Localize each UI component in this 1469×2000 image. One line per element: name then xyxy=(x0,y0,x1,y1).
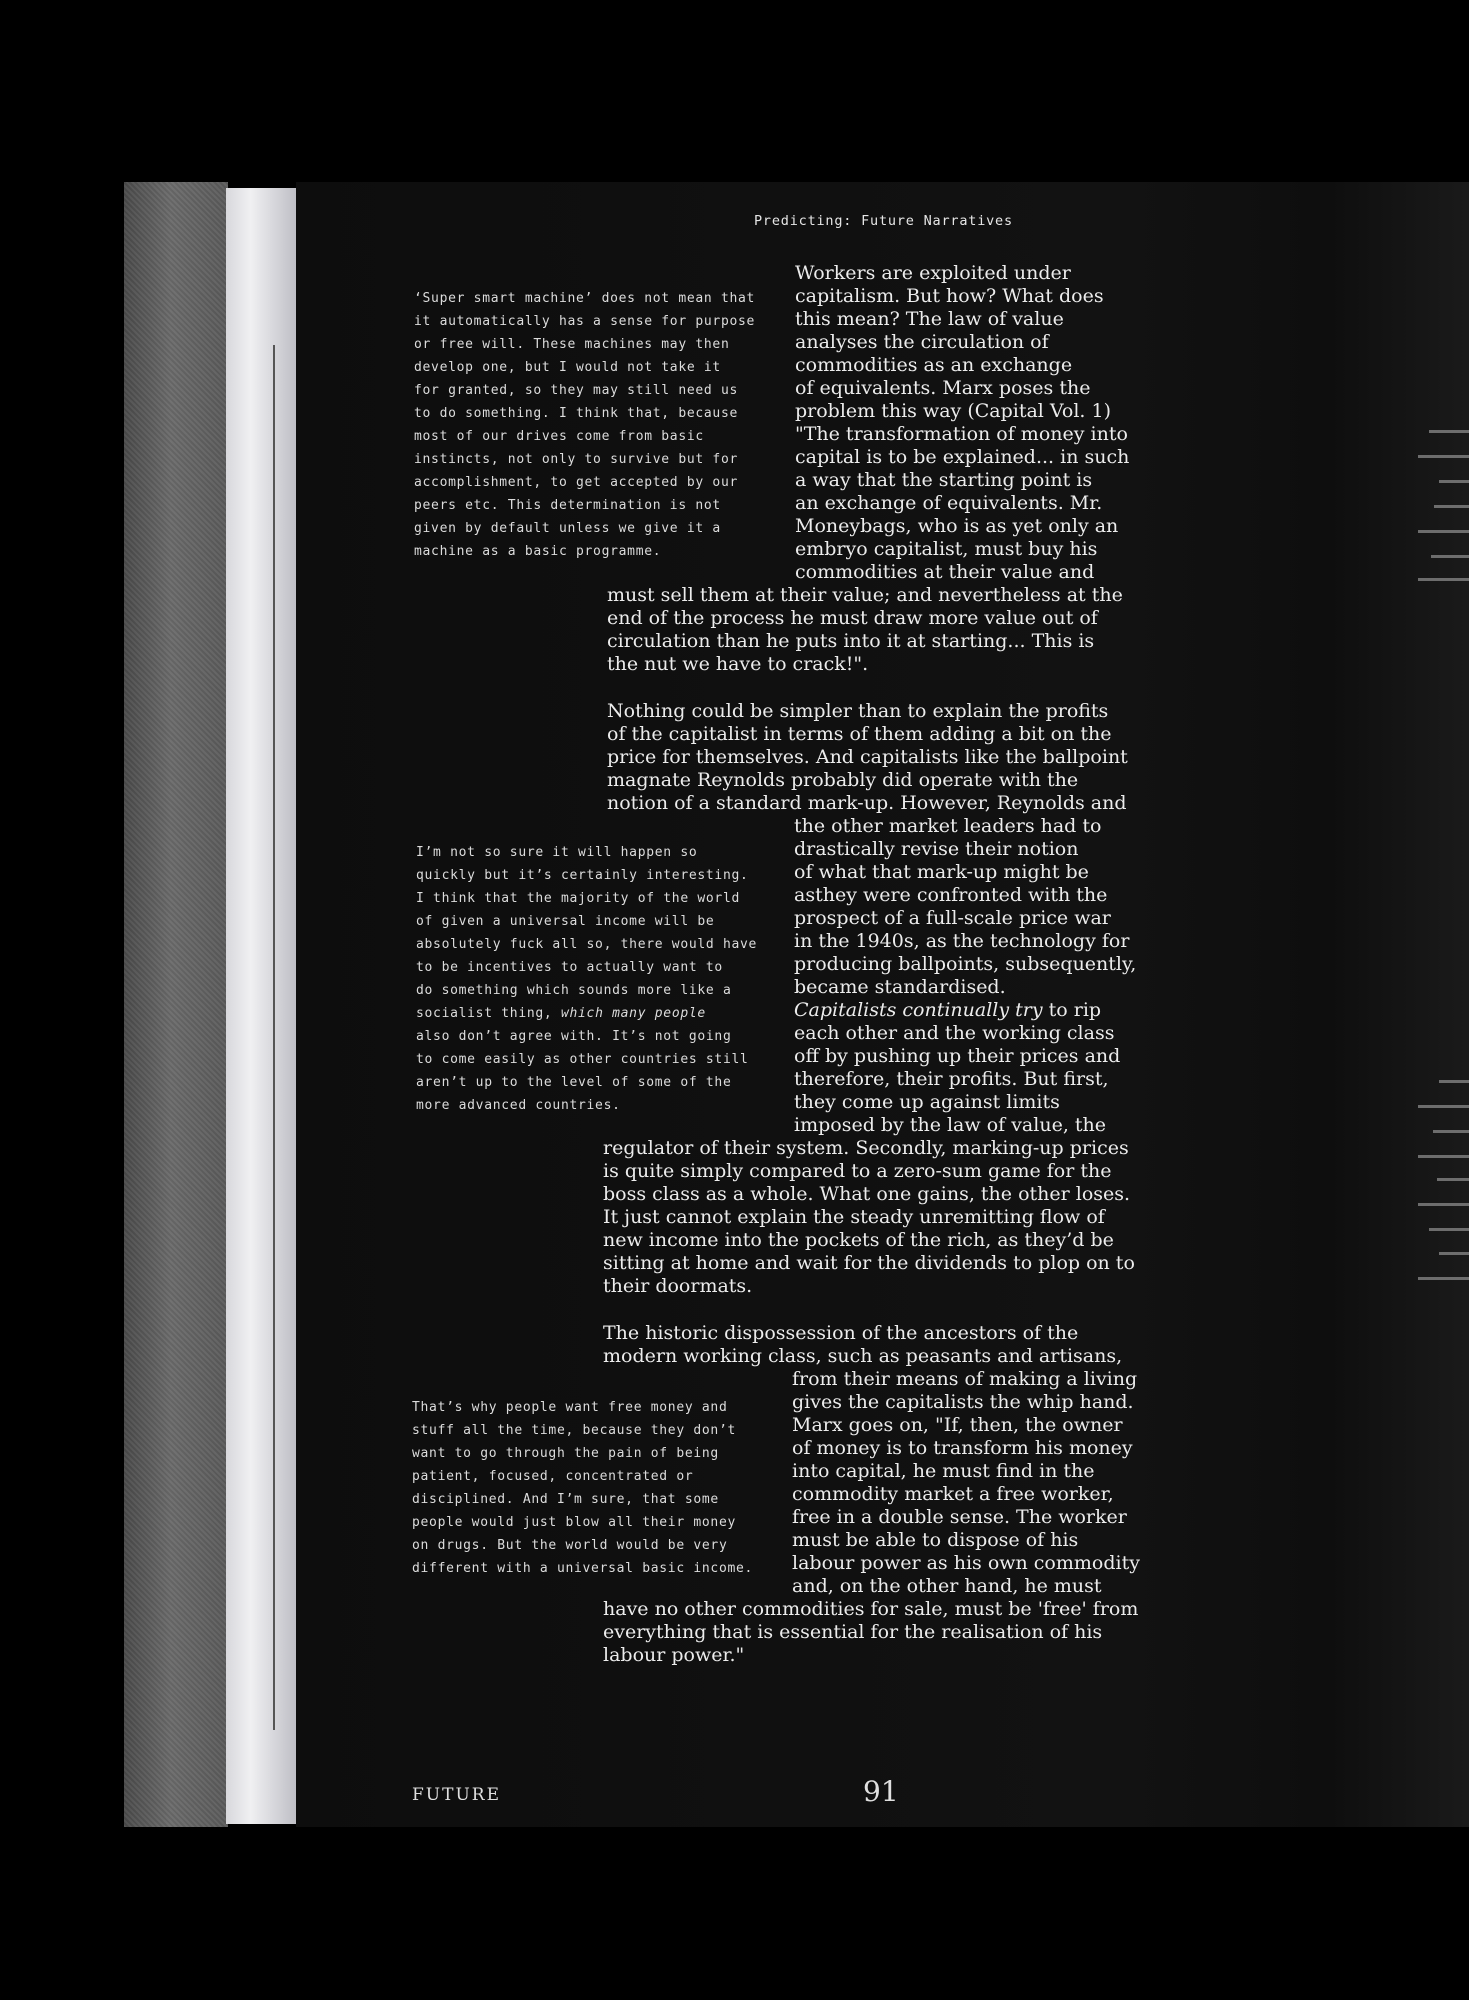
main-text-line: Marx goes on, "If, then, the owner xyxy=(792,1414,1123,1436)
main-text-line: an exchange of equivalents. Mr. xyxy=(795,492,1103,514)
main-text-line: It just cannot explain the steady unremitting flow of xyxy=(603,1206,1105,1228)
main-text-line: price for themselves. And capitalists like the ballpoint xyxy=(607,746,1128,768)
page-stack-edge xyxy=(226,188,296,1824)
main-text-line: must be able to dispose of his xyxy=(792,1529,1079,1551)
side-note-line: people would just blow all their money xyxy=(412,1515,737,1530)
side-note-line: most of our drives come from basic xyxy=(414,429,704,444)
side-note-line: patient, focused, concentrated or xyxy=(412,1469,694,1484)
next-page-bleed xyxy=(1439,480,1469,483)
main-text-line: Capitalists continually try to rip xyxy=(794,999,1102,1021)
main-text-line: of the capitalist in terms of them adding a bit on the xyxy=(607,723,1112,745)
main-text-block3-full-after xyxy=(603,1598,1138,1667)
side-note-line: different with a universal basic income. xyxy=(412,1561,754,1576)
side-note-line: peers etc. This determination is not xyxy=(414,498,721,513)
main-text-line: sitting at home and wait for the dividends to plop on to xyxy=(603,1252,1135,1274)
side-note-line: accomplishment, to get accepted by our xyxy=(414,475,739,490)
main-text-line: drastically revise their notion xyxy=(794,838,1079,860)
main-text-line: and, on the other hand, he must xyxy=(792,1575,1102,1597)
main-text-line: "The transformation of money into xyxy=(795,423,1128,445)
main-text-line: producing ballpoints, subsequently, xyxy=(794,953,1137,975)
main-text-line: capital is to be explained... in such xyxy=(795,446,1130,468)
main-text-line: problem this way (Capital Vol. 1) xyxy=(795,400,1111,422)
main-text-line: off by pushing up their prices and xyxy=(794,1045,1121,1067)
main-text-line: this mean? The law of value xyxy=(795,308,1064,330)
side-note-line: socialist thing, which many people xyxy=(416,1006,706,1021)
main-text-line: labour power." xyxy=(603,1644,745,1666)
side-note-line: also don’t agree with. It’s not going xyxy=(416,1029,732,1044)
main-text-block2-indented xyxy=(794,815,1136,1137)
next-page-bleed xyxy=(1431,555,1469,558)
side-note-line: machine as a basic programme. xyxy=(414,544,662,559)
running-header: Predicting: Future Narratives xyxy=(754,213,1013,229)
section-label: FUTURE xyxy=(412,1785,501,1805)
main-text-line: modern working class, such as peasants and artisans, xyxy=(603,1345,1123,1367)
next-page-bleed xyxy=(1437,1178,1469,1181)
fold-line xyxy=(273,345,275,1730)
main-text-line: from their means of making a living xyxy=(792,1368,1138,1390)
next-page-bleed xyxy=(1429,430,1469,433)
main-text-block2-full-after xyxy=(603,1137,1135,1298)
main-text-line: Nothing could be simpler than to explain the profits xyxy=(607,700,1109,722)
side-note-line: ‘Super smart machine’ does not mean that xyxy=(414,291,756,306)
next-page-bleed xyxy=(1418,1203,1469,1206)
page-number: 91 xyxy=(863,1775,899,1808)
main-text-block3-indented xyxy=(792,1368,1140,1598)
main-text-line: The historic dispossession of the ancestors of the xyxy=(603,1322,1079,1344)
main-text-line: commodities as an exchange xyxy=(795,354,1073,376)
side-note-1 xyxy=(414,287,755,563)
next-page-bleed xyxy=(1439,1252,1469,1255)
next-page-bleed xyxy=(1429,1228,1469,1231)
next-page-bleed xyxy=(1439,1080,1469,1083)
side-note-line: disciplined. And I’m sure, that some xyxy=(412,1492,719,1507)
main-text-line: end of the process he must draw more value out of xyxy=(607,607,1098,629)
main-text-line: they come up against limits xyxy=(794,1091,1060,1113)
main-text-block2-full xyxy=(607,700,1128,815)
main-text-line: Workers are exploited under xyxy=(795,262,1071,284)
next-page-bleed xyxy=(1433,1130,1469,1133)
side-note-line: given by default unless we give it a xyxy=(414,521,721,536)
main-text-line: capitalism. But how? What does xyxy=(795,285,1104,307)
main-text-line: analyses the circulation of xyxy=(795,331,1049,353)
side-note-line: want to go through the pain of being xyxy=(412,1446,719,1461)
side-note-line: for granted, so they may still need us xyxy=(414,383,739,398)
main-text-line: their doormats. xyxy=(603,1275,753,1297)
side-note-2 xyxy=(416,841,757,1117)
side-note-line: quickly but it’s certainly interesting. xyxy=(416,868,749,883)
main-text-line: into capital, he must find in the xyxy=(792,1460,1095,1482)
main-text-line: of money is to transform his money xyxy=(792,1437,1133,1459)
side-note-3 xyxy=(412,1396,753,1580)
next-page-bleed xyxy=(1418,530,1469,533)
main-text-line: circulation than he puts into it at starting... This is xyxy=(607,630,1095,652)
side-note-line: it automatically has a sense for purpose xyxy=(414,314,756,329)
main-text-line: of equivalents. Marx poses the xyxy=(795,377,1091,399)
main-text-line: new income into the pockets of the rich, as they’d be xyxy=(603,1229,1114,1251)
main-text-block1-indented xyxy=(795,262,1129,584)
side-note-line: more advanced countries. xyxy=(416,1098,621,1113)
main-text-line: is quite simply compared to a zero-sum game for the xyxy=(603,1160,1112,1182)
main-text-line: each other and the working class xyxy=(794,1022,1115,1044)
side-note-line: develop one, but I would not take it xyxy=(414,360,721,375)
italic-emphasis: Capitalists continually try xyxy=(794,999,1043,1021)
main-text-line: have no other commodities for sale, must be 'free' from xyxy=(603,1598,1139,1620)
italic-emphasis: which many people xyxy=(560,1006,706,1021)
main-text-line: of what that mark-up might be xyxy=(794,861,1089,883)
main-text-line: magnate Reynolds probably did operate with the xyxy=(607,769,1079,791)
main-text-line: therefore, their profits. But first, xyxy=(794,1068,1109,1090)
main-text-block3-full xyxy=(603,1322,1122,1368)
side-note-line: aren’t up to the level of some of the xyxy=(416,1075,732,1090)
main-text-line: free in a double sense. The worker xyxy=(792,1506,1127,1528)
main-text-line: asthey were confronted with the xyxy=(794,884,1108,906)
main-text-line: commodity market a free worker, xyxy=(792,1483,1114,1505)
side-note-line: instincts, not only to survive but for xyxy=(414,452,739,467)
next-page-bleed xyxy=(1434,505,1469,508)
main-text-line: prospect of a full-scale price war xyxy=(794,907,1111,929)
main-text-line: the nut we have to crack!". xyxy=(607,653,869,675)
main-text-line: boss class as a whole. What one gains, the other loses. xyxy=(603,1183,1131,1205)
next-page-bleed xyxy=(1418,578,1469,581)
main-text-line: embryo capitalist, must buy his xyxy=(795,538,1098,560)
main-text-block1-full xyxy=(607,584,1123,676)
next-page-bleed xyxy=(1418,455,1469,458)
main-text-line: imposed by the law of value, the xyxy=(794,1114,1107,1136)
main-text-line: regulator of their system. Secondly, marking-up prices xyxy=(603,1137,1129,1159)
cover-edge xyxy=(124,182,228,1827)
side-note-line: do something which sounds more like a xyxy=(416,983,732,998)
side-note-line: of given a universal income will be xyxy=(416,914,715,929)
side-note-line: to do something. I think that, because xyxy=(414,406,739,421)
main-text-line: the other market leaders had to xyxy=(794,815,1102,837)
side-note-line: stuff all the time, because they don’t xyxy=(412,1423,737,1438)
next-page-bleed xyxy=(1418,1277,1469,1280)
side-note-line: I’m not so sure it will happen so xyxy=(416,845,698,860)
main-text-line: notion of a standard mark-up. However, Reynolds and xyxy=(607,792,1127,814)
main-text-line: commodities at their value and xyxy=(795,561,1095,583)
side-note-line: I think that the majority of the world xyxy=(416,891,741,906)
main-text-line: labour power as his own commodity xyxy=(792,1552,1140,1574)
side-note-line: absolutely fuck all so, there would have xyxy=(416,937,758,952)
main-text-line: Moneybags, who is as yet only an xyxy=(795,515,1119,537)
side-note-line: to come easily as other countries still xyxy=(416,1052,749,1067)
side-note-line: or free will. These machines may then xyxy=(414,337,730,352)
main-text-line: in the 1940s, as the technology for xyxy=(794,930,1130,952)
main-text-line: a way that the starting point is xyxy=(795,469,1093,491)
main-text-line: became standardised. xyxy=(794,976,1006,998)
main-text-line: everything that is essential for the realisation of his xyxy=(603,1621,1103,1643)
main-text-line: gives the capitalists the whip hand. xyxy=(792,1391,1134,1413)
next-page-bleed xyxy=(1418,1155,1469,1158)
side-note-line: That’s why people want free money and xyxy=(412,1400,728,1415)
main-text-line: must sell them at their value; and nevertheless at the xyxy=(607,584,1123,606)
side-note-line: on drugs. But the world would be very xyxy=(412,1538,728,1553)
side-note-line: to be incentives to actually want to xyxy=(416,960,723,975)
next-page-bleed xyxy=(1418,1105,1469,1108)
